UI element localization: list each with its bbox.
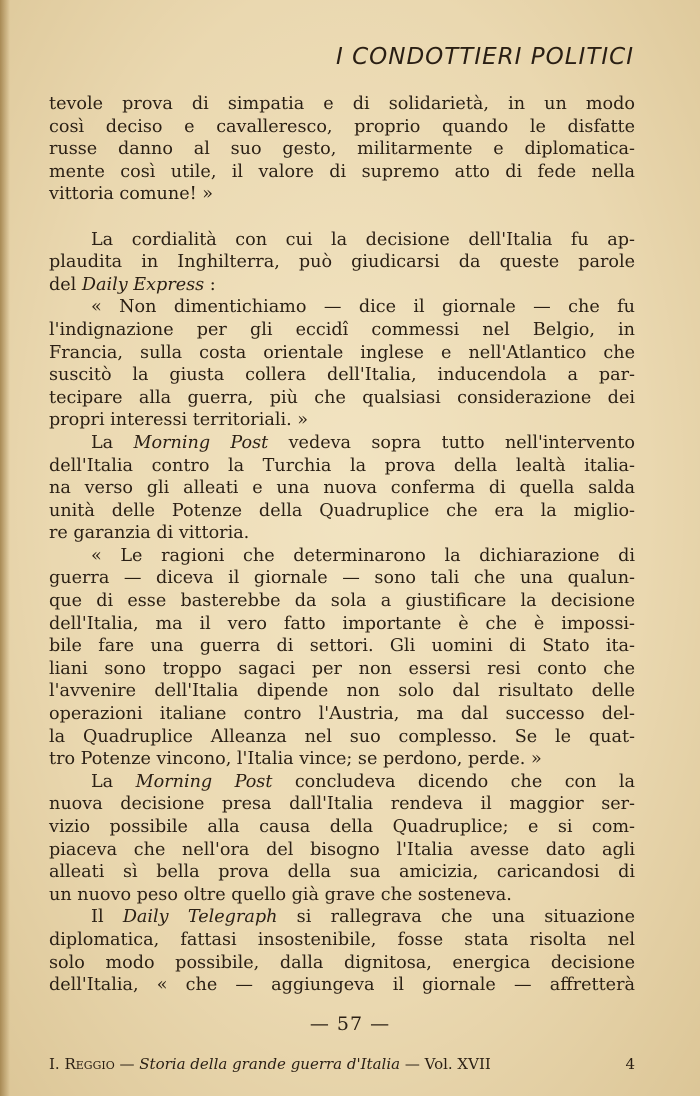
text-segment: La: [91, 771, 136, 792]
paragraph-gap: [49, 206, 635, 229]
running-head: I CONDOTTIERI POLITICI: [335, 44, 634, 70]
text-segment: La: [91, 432, 134, 453]
text-line: diplomatica, fattasi insostenibile, fosse stata risolta nel: [49, 929, 635, 950]
text-line: re garanzia di vittoria.: [49, 523, 250, 544]
text-line: plaudita in Inghilterra, può giudicarsi da queste parole: [49, 252, 635, 273]
text-line: così deciso e cavalleresco, proprio quando le disfatte: [49, 116, 635, 137]
footer-book-title: Storia della grande guerra d'Italia: [139, 1055, 401, 1073]
text-segment: vedeva sopra tutto nell'intervento: [268, 432, 635, 453]
text-line: tro Potenze vincono, l'Italia vince; se perdono, perde. »: [49, 749, 542, 770]
text-line: dell'Italia, ma il vero fatto importante è che è impossi-: [49, 613, 635, 634]
footer-dash: —: [400, 1055, 425, 1073]
text-line: tecipare alla guerra, più che qualsiasi considerazione dei: [49, 387, 635, 408]
text-segment: concludeva dicendo che con la: [272, 771, 635, 792]
text-line: dell'Italia contro la Turchia la prova della lealtà italia-: [49, 455, 635, 476]
text-line: « Non dimentichiamo — dice il giornale — che fu: [91, 297, 635, 318]
text-line: dell'Italia, « che — aggiungeva il giornale — affretterà: [49, 975, 635, 996]
text-line: mente così utile, il valore di supremo atto di fede nella: [49, 161, 635, 182]
text-line: tevole prova di simpatia e di solidarietà, in un modo: [49, 94, 635, 114]
text-line: [49, 771, 635, 794]
footer-signature: 4: [625, 1055, 635, 1073]
newspaper-title: Morning Post: [135, 771, 273, 792]
text-segment: si rallegrava che una situazione: [277, 907, 635, 928]
newspaper-title: Daily Express: [81, 274, 205, 295]
body-text: [49, 93, 635, 997]
text-line: nuova decisione presa dall'Italia rendeva il maggior ser-: [49, 794, 635, 815]
text-line: [49, 432, 635, 455]
text-line: liani sono troppo sagaci per non essersi resi conto che: [49, 658, 635, 679]
footer-volume: Vol. XVII: [424, 1055, 491, 1073]
text-line: [49, 906, 635, 929]
text-line: [49, 274, 635, 297]
text-segment: Il: [91, 907, 123, 928]
page-edge-shadow: [0, 0, 10, 1096]
footer-note: [49, 1055, 635, 1073]
text-line: l'indignazione per gli eccidî commessi nel Belgio, in: [49, 319, 635, 340]
text-line: na verso gli alleati e una nuova conferma di quella salda: [49, 478, 635, 499]
text-segment: :: [204, 274, 216, 295]
newspaper-title: Morning Post: [133, 432, 269, 453]
text-line: vittoria comune! »: [49, 184, 214, 205]
newspaper-title: Daily Telegraph: [122, 907, 278, 928]
footer-dash: —: [114, 1055, 140, 1073]
text-line: « Le ragioni che determinarono la dichiarazione di: [91, 545, 635, 566]
text-line: un nuovo peso oltre quello già grave che sosteneva.: [49, 884, 512, 905]
text-line: vizio possibile alla causa della Quadruplice; e si com-: [49, 817, 635, 837]
text-line: propri interessi territoriali. »: [49, 410, 309, 431]
text-segment: del: [49, 274, 82, 295]
text-line: que di esse basterebbe da sola a giustificare la decisione: [49, 591, 635, 612]
text-line: l'avvenire dell'Italia dipende non solo dal risultato delle: [49, 681, 635, 702]
text-line: piaceva che nell'ora del bisogno l'Italia avesse dato agli: [49, 839, 635, 860]
text-line: solo modo possibile, dalla dignitosa, energica decisione: [49, 952, 635, 973]
text-line: La cordialità con cui la decisione dell'Italia fu ap-: [91, 229, 635, 250]
text-line: Francia, sulla costa orientale inglese e nell'Atlantico che: [49, 342, 635, 363]
text-line: la Quadruplice Alleanza nel suo complesso. Se le quat-: [49, 726, 635, 747]
text-line: unità delle Potenze della Quadruplice che era la miglio-: [49, 500, 635, 521]
text-line: bile fare una guerra di settori. Gli uomini di Stato ita-: [49, 636, 635, 657]
text-line: suscitò la giusta collera dell'Italia, inducendola a par-: [49, 365, 635, 386]
text-line: guerra — diceva il giornale — sono tali che una qualun-: [49, 568, 635, 589]
text-line: russe danno al suo gesto, militarmente e diplomatica-: [49, 139, 635, 160]
text-line: alleati sì bella prova della sua amicizia, caricandosi di: [49, 862, 635, 883]
footer-author: I. Reggio: [49, 1055, 115, 1073]
text-line: operazioni italiane contro l'Austria, ma dal successo del-: [49, 704, 635, 725]
page-number: — 57 —: [309, 1013, 391, 1035]
